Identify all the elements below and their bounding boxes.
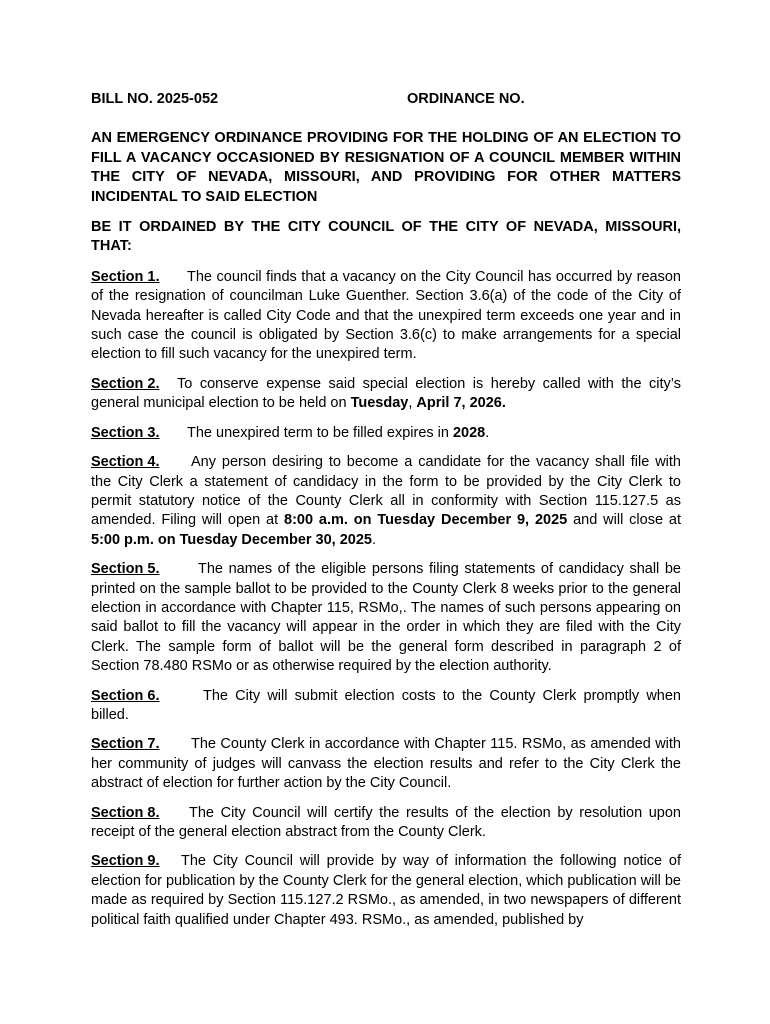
section-9	[91, 852, 681, 930]
section-5	[91, 560, 681, 676]
section-3	[91, 424, 681, 443]
ordinance-title: AN EMERGENCY ORDINANCE PROVIDING FOR THE HOLDING OF AN ELECTION TO FILL A VACANCY OCCASIONED BY RESIGNATION OF A COUNCIL MEMBER WITHIN THE CITY OF NEVADA, MISSOURI, AND PROVIDING FOR OTHER MATTERS INCIDENTAL TO SAID ELECTION	[91, 130, 681, 205]
section-text: The names of the eligible persons filing statements of candidacy shall be printed on the sample ballot to be provided to the County Clerk 8 weeks prior to the general election in accordance with Chapter 115, RSMo,. The names of such persons appearing on said ballot to fill the vacancy will appear in the order in which they are filed with the City Clerk. The sample form of ballot will be the general form described in paragraph 2 of Section 78.480 RSMo or as otherwise required by the election authority.	[91, 561, 681, 675]
section-label: Section 1.	[91, 268, 160, 285]
section-label: Section 6.	[91, 687, 160, 704]
section-4	[91, 453, 681, 550]
section-2	[91, 375, 681, 414]
bill-number: BILL NO. 2025-052	[91, 91, 219, 107]
section-label: Section 4.	[91, 454, 160, 471]
section-label: Section 2.	[91, 375, 160, 392]
section-text: The unexpired term to be filled expires in	[187, 424, 453, 441]
section-8	[91, 804, 681, 843]
section-1	[91, 268, 681, 365]
section-label: Section 9.	[91, 853, 160, 870]
document-header	[91, 90, 681, 109]
section-text: Any person desiring to become a candidate for the vacancy shall file with the City Clerk a statement of candidacy in the form to be provided by the City Clerk to permit statutory notice of the County Clerk all in conformity with Section 115.127.5 as amended. Filing will open at	[91, 454, 681, 529]
section-text: ,	[408, 395, 417, 412]
ordain-clause: BE IT ORDAINED BY THE CITY COUNCIL OF THE CITY OF NEVADA, MISSOURI, THAT:	[91, 219, 681, 255]
section-text: .	[372, 531, 377, 548]
section-label: Section 3.	[91, 424, 160, 441]
section-text: To conserve expense said special election is hereby called with the city’s general municipal election to be held on	[91, 375, 681, 412]
section-text: The City will submit election costs to the County Clerk promptly when billed.	[91, 687, 681, 723]
section-text: The City Council will provide by way of information the following notice of election for publication by the County Clerk for the general election, which publication will be made as required by Section 115.127.2 RSMo., as amended, in two newspapers of different political faith qualified under Chapter 493. RSMo., as amended, published by	[91, 853, 681, 928]
term-expiry-year: 2028	[452, 424, 486, 441]
section-6	[91, 687, 681, 726]
filing-open: 8:00 a.m. on Tuesday December 9, 2025	[284, 512, 568, 529]
section-text: The council finds that a vacancy on the City Council has occurred by reason of the resignation of councilman Luke Guenther. Section 3.6(a) of the code of the City of Nevada hereafter is called City Code and that the unexpired term exceeds one year and in such case the council is obligated by Section 3.6(c) to make arrangements for a special election to fill such vacancy for the unexpired term.	[91, 268, 681, 363]
filing-close: 5:00 p.m. on Tuesday December 30, 2025	[91, 531, 373, 548]
section-label: Section 7.	[91, 736, 160, 753]
section-7	[91, 735, 681, 793]
election-date: April 7, 2026.	[416, 395, 506, 412]
ordinance-number: ORDINANCE NO.	[407, 91, 525, 107]
section-label: Section 8.	[91, 804, 160, 821]
section-text: The County Clerk in accordance with Chapter 115. RSMo, as amended with her community of judges will canvass the election results and refer to the City Clerk the abstract of election for further action by the City Council.	[91, 736, 681, 792]
document-page	[91, 90, 681, 940]
section-label: Section 5.	[91, 561, 160, 578]
section-text: and will close at	[567, 512, 681, 529]
section-text: The City Council will certify the results of the election by resolution upon receipt of the general election abstract from the County Clerk.	[91, 804, 681, 840]
election-day: Tuesday	[350, 395, 409, 412]
section-text: .	[485, 424, 490, 441]
